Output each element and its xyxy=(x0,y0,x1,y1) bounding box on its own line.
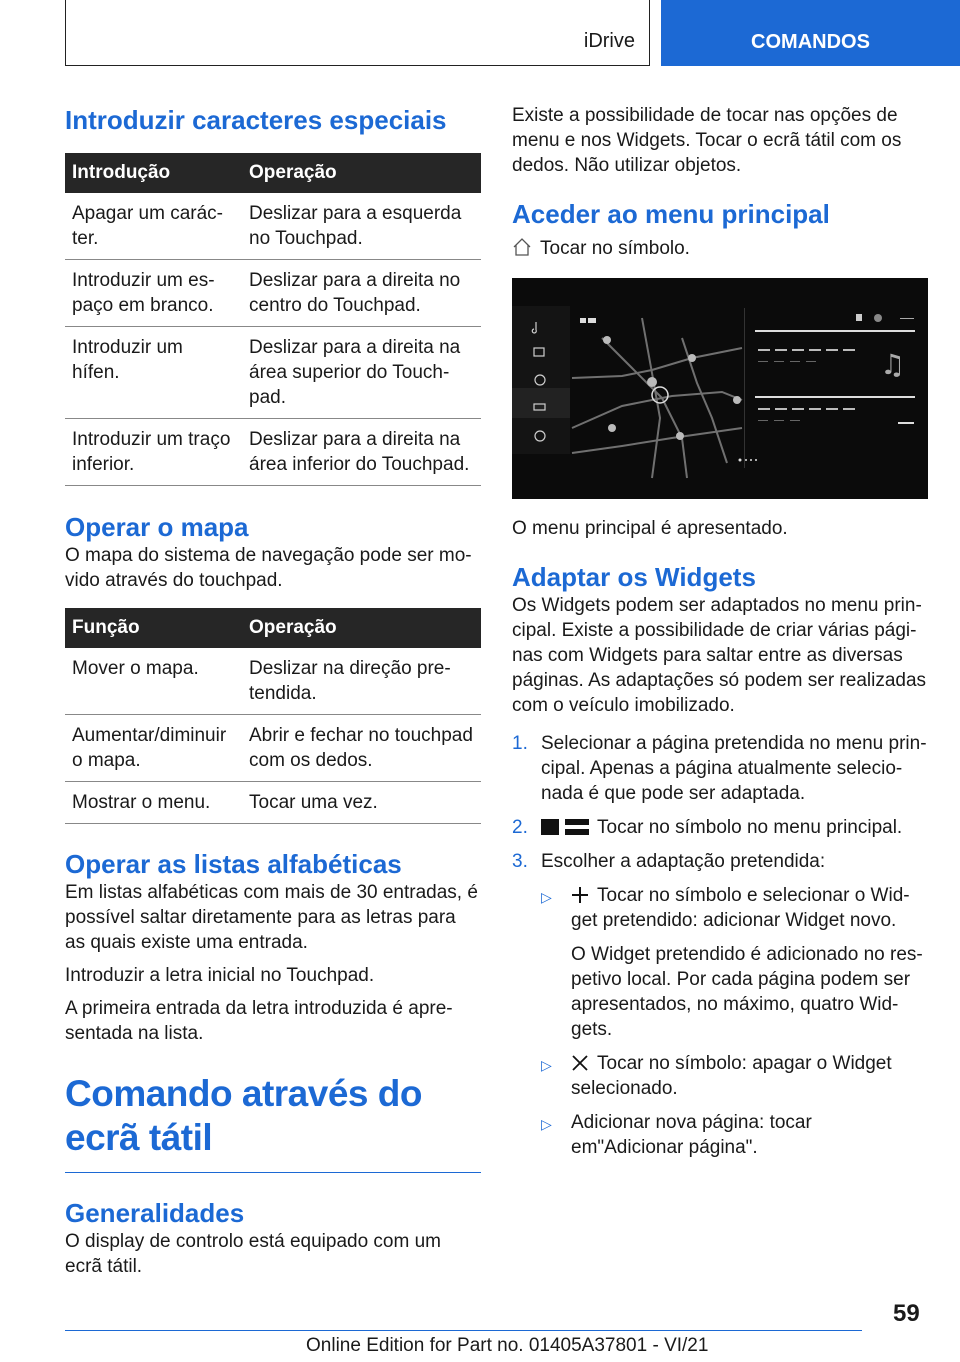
table-header-row xyxy=(65,608,481,648)
heading-special-characters: Introduzir caracteres especiais xyxy=(65,105,447,135)
paragraph: O display de controlo está equipado com um ecrã tátil. xyxy=(65,1231,441,1277)
list-item xyxy=(512,849,928,874)
triangle-bullet-icon: ▷ xyxy=(541,1116,552,1132)
table-row xyxy=(65,260,481,327)
table-header-row xyxy=(65,153,481,193)
chapter-heading-touchscreen: Comando através do ecrã tátil xyxy=(65,1073,422,1158)
map-operation-table xyxy=(65,608,481,824)
paragraph: O mapa do sistema de navegação pode ser mo-vido através do touchpad. xyxy=(65,545,472,591)
sub-text: Adicionar nova página: tocar em"Adicionar página". xyxy=(571,1112,812,1158)
table-row xyxy=(65,715,481,782)
table-cell: Aumentar/diminuir o mapa. xyxy=(65,715,242,782)
heading-adapt-widgets: Adaptar os Widgets xyxy=(512,562,756,592)
table-cell: Mostrar o menu. xyxy=(65,782,242,824)
svg-text:♫: ♫ xyxy=(880,348,906,381)
main-menu-screenshot xyxy=(512,278,928,499)
paragraph: Existe a possibilidade de tocar nas opções de menu e nos Widgets. Tocar o ecrã tátil com os dedos. Não utilizar objetos. xyxy=(512,105,902,176)
header-frame xyxy=(65,0,650,66)
heading-main-menu: Aceder ao menu principal xyxy=(512,199,830,229)
footer-rule xyxy=(65,1330,862,1331)
sub-list-item xyxy=(541,1110,928,1160)
table-row xyxy=(65,193,481,260)
paragraph: O menu principal é apresentado. xyxy=(512,518,788,539)
paragraph: A primeira entrada da letra introduzida é apre-sentada na lista. xyxy=(65,998,453,1044)
col-header: Introdução xyxy=(65,153,242,193)
table-cell: Introduzir um hífen. xyxy=(65,327,242,419)
home-icon xyxy=(512,237,532,257)
left-column xyxy=(65,100,481,1279)
sub-paragraph: O Widget pretendido é adicionado no res-petivo local. Por cada página podem ser apresentados, no máximo, quatro Wid-gets. xyxy=(571,944,923,1040)
heading-alphabetical-lists: Operar as listas alfabéticas xyxy=(65,849,402,879)
step-text: Escolher a adaptação pretendida: xyxy=(541,851,826,872)
table-cell: Introduzir um es-paço em branco. xyxy=(65,260,242,327)
table-cell: Deslizar para a direita no centro do Touchpad. xyxy=(242,260,481,327)
table-row xyxy=(65,419,481,486)
paragraph: Os Widgets podem ser adaptados no menu prin-cipal. Existe a possibilidade de criar várias pági-nas com Widgets para saltar entre as diversas páginas. As adaptações só podem ser realizadas com o veículo imobilizado. xyxy=(512,595,927,716)
table-cell: Apagar um carác-ter. xyxy=(65,193,242,260)
list-item xyxy=(512,731,928,806)
col-header: Operação xyxy=(242,153,481,193)
table-cell: Deslizar para a esquerda no Touchpad. xyxy=(242,193,481,260)
sub-list-item xyxy=(541,1051,928,1101)
table-cell: Deslizar na direção pre-tendida. xyxy=(242,648,481,715)
step-text: Tocar no símbolo no menu principal. xyxy=(541,815,902,840)
table-row xyxy=(65,782,481,824)
chapter-tab[interactable]: COMANDOS xyxy=(661,0,960,66)
col-header: Operação xyxy=(242,608,481,648)
footer-edition: Online Edition for Part no. 01405A37801 - VI/21 xyxy=(306,1335,709,1356)
sub-text: Tocar no símbolo: apagar o Widget selecionado. xyxy=(571,1053,892,1099)
step-number: 3. xyxy=(512,851,528,872)
table-cell: Introduzir um traço inferior. xyxy=(65,419,242,486)
col-header: Função xyxy=(65,608,242,648)
heading-general: Generalidades xyxy=(65,1198,245,1228)
table-cell: Tocar uma vez. xyxy=(242,782,481,824)
chapter-rule xyxy=(65,1172,481,1173)
table-row xyxy=(65,648,481,715)
steps-list xyxy=(512,731,928,1160)
table-cell: Abrir e fechar no touchpad com os dedos. xyxy=(242,715,481,782)
close-icon xyxy=(571,1054,589,1072)
main-menu-illustration xyxy=(512,278,928,499)
heading-operate-map: Operar o mapa xyxy=(65,512,249,542)
table-cell: Mover o mapa. xyxy=(65,648,242,715)
icon-instruction: Tocar no símbolo. xyxy=(512,236,928,261)
paragraph: Introduzir a letra inicial no Touchpad. xyxy=(65,965,375,986)
step-text: Selecionar a página pretendida no menu prin-cipal. Apenas a página atualmente selecio-nada é que pode ser adaptada. xyxy=(541,733,927,804)
plus-icon xyxy=(571,886,589,904)
triangle-bullet-icon: ▷ xyxy=(541,889,552,905)
page-number: 59 xyxy=(893,1300,920,1327)
sub-text: Tocar no símbolo e selecionar o Wid-get pretendido: adicionar Widget novo. xyxy=(571,885,910,931)
table-cell: Deslizar para a direita na área inferior do Touchpad. xyxy=(242,419,481,486)
list-item xyxy=(512,815,928,840)
triangle-bullet-icon: ▷ xyxy=(541,1057,552,1073)
right-column xyxy=(512,100,928,1169)
header-section: iDrive xyxy=(583,30,635,52)
widget-edit-icon xyxy=(541,818,589,836)
paragraph: Em listas alfabéticas com mais de 30 entradas, é possível saltar diretamente para as letras para as quais existe uma entrada. xyxy=(65,882,478,953)
table-row xyxy=(65,327,481,419)
step-number: 2. xyxy=(512,817,528,838)
step-number: 1. xyxy=(512,733,528,754)
special-characters-table xyxy=(65,153,481,486)
table-cell: Deslizar para a direita na área superior do Touch-pad. xyxy=(242,327,481,419)
sub-list-item xyxy=(541,883,928,933)
